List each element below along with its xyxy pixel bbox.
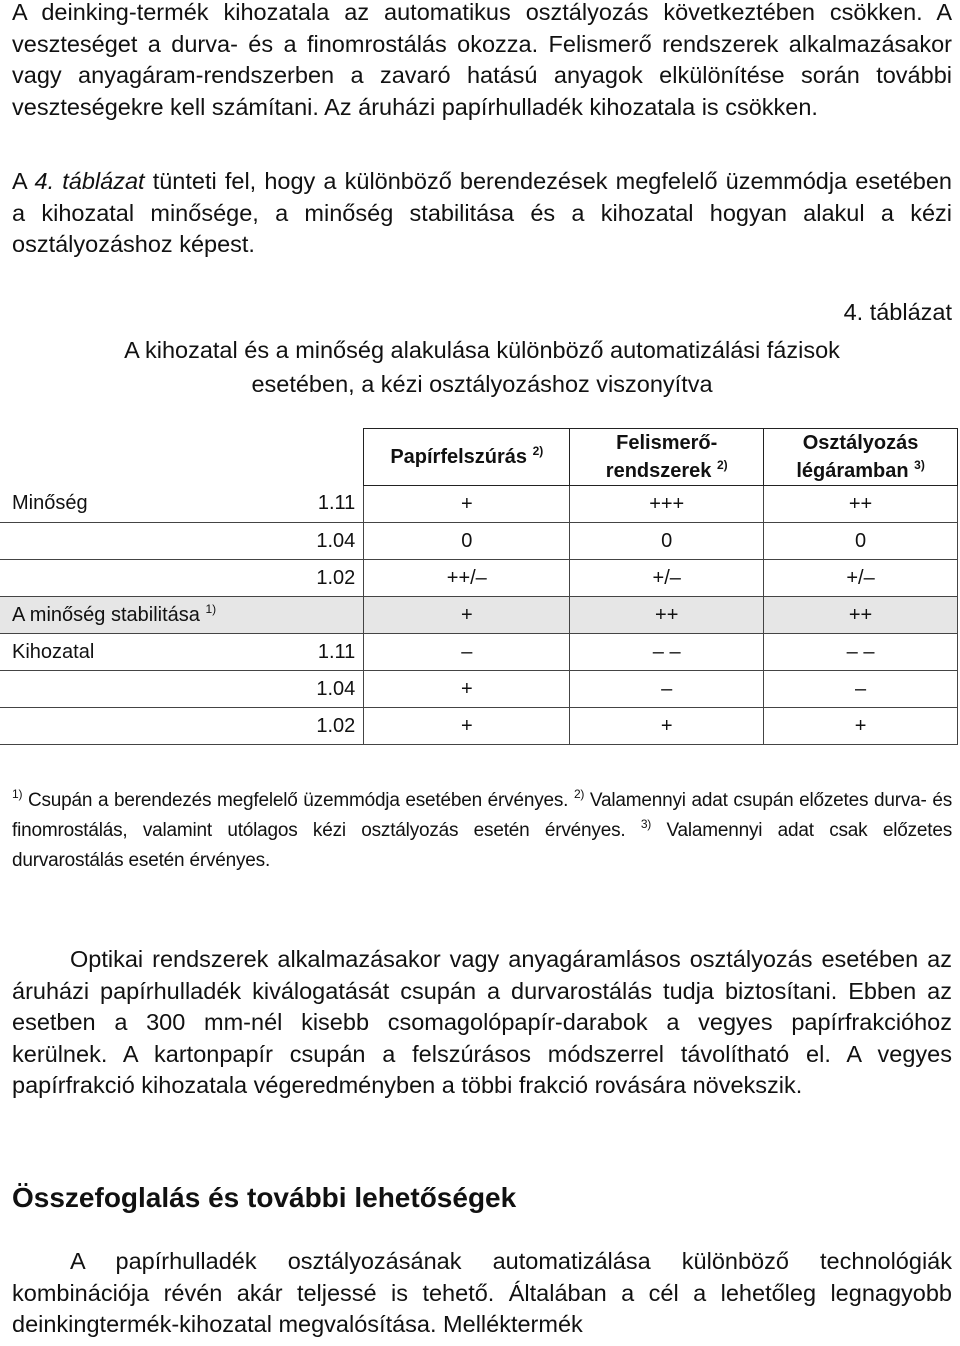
footnote-text-3: Valamennyi adat csak előzetes durvarostálás esetén érvényes. [12, 820, 952, 871]
header-papirfelszuras-sup: 2) [532, 444, 544, 458]
row-label [0, 671, 246, 708]
footnote-marker-1: 1) [12, 787, 23, 801]
table-number-label: 4. táblázat [843, 299, 952, 325]
row-label [0, 708, 246, 745]
paragraph-table-reference-prefix: A [12, 168, 35, 194]
cell-felismero: – [570, 671, 764, 708]
cell-osztalyozas: – [764, 671, 958, 708]
cell-papirfelszuras: + [364, 597, 570, 634]
cell-papirfelszuras: ++/– [364, 560, 570, 597]
cell-osztalyozas: ++ [764, 597, 958, 634]
yield-quality-table [0, 428, 958, 745]
cell-papirfelszuras: + [364, 671, 570, 708]
header-papirfelszuras-text: Papírfelszúrás [390, 446, 528, 468]
paragraph-optical-systems: Optikai rendszerek alkalmazásakor vagy anyagáramlásos osztályozás esetében az áruházi papírhulladék kiválogatását csupán a durvarostálás tudja biztosítani. Ebben az esetben a 300 mm-nél kisebb csomagolópapír-darabok a vegyes papírfrakcióhoz kerülnek. A kartonpapír csupán a felszúrásos módszerrel távolítható el. A vegyes papírfrakció kihozatala végeredményben a többi frakció rovására növekszik. [12, 946, 952, 1098]
cell-felismero: – – [570, 634, 764, 671]
cell-felismero: ++ [570, 597, 764, 634]
header-felismero-rendszerek [570, 429, 764, 486]
footnote-marker-2: 2) [573, 787, 585, 801]
row-value [246, 597, 364, 634]
row-value: 1.11 [246, 634, 364, 671]
header-osztalyozas-sup: 3) [914, 458, 925, 472]
table-reference-italic: 4. táblázat [34, 168, 145, 194]
row-label: A minőség stabilitása $^{1)}$ [0, 597, 246, 634]
cell-felismero: + [570, 708, 764, 745]
cell-osztalyozas: 0 [764, 523, 958, 560]
table-caption [12, 333, 952, 401]
header-felismero-line2: rendszerek [605, 460, 712, 482]
cell-osztalyozas: ++ [764, 486, 958, 523]
cell-felismero: +/– [570, 560, 764, 597]
row-label [0, 560, 246, 597]
row-label: Kihozatal [0, 634, 246, 671]
table-row [0, 671, 958, 708]
header-empty-value [246, 429, 364, 486]
table-row [0, 486, 958, 523]
footnote-marker-3: 3) [640, 817, 652, 831]
header-osztalyozas-line2: légáramban [796, 460, 909, 482]
row-value: 1.04 [246, 523, 364, 560]
cell-felismero: 0 [570, 523, 764, 560]
paragraph-table-reference-text: tünteti fel, hogy a különböző berendezések megfelelő üzemmódja esetében a kihozatal minősége, a minőség stabilitása és a kihozatal hogyan alakul a kézi osztályozáshoz képest. [12, 168, 952, 257]
table-row [0, 597, 958, 634]
header-felismero-line1: Felismerő- [616, 432, 718, 454]
row-value: 1.02 [246, 708, 364, 745]
header-papirfelszuras [364, 429, 570, 486]
row-label [0, 523, 246, 560]
row-value: 1.02 [246, 560, 364, 597]
table-row [0, 708, 958, 745]
table-row [0, 560, 958, 597]
row-label: Minőség [0, 486, 246, 523]
table-row [0, 634, 958, 671]
table-caption-line1: A kihozatal és a minőség alakulása különböző automatizálási fázisok [124, 337, 840, 363]
footnote-text-2: Valamennyi adat csupán előzetes durva- és finomrostálás, valamint utólagos kézi osztályozás esetén érvényes. [12, 790, 953, 841]
row-value: 1.04 [246, 671, 364, 708]
paragraph-summary: A papírhulladék osztályozásának automatizálása különböző technológiák kombinációja révén akár teljessé is tehető. Általában a cél a lehetőleg legnagyobb deinkingtermék-kihozatal megvalósítása. Melléktermék [12, 1248, 952, 1337]
row-value: 1.11 [246, 486, 364, 523]
cell-osztalyozas: – – [764, 634, 958, 671]
table-row [0, 523, 958, 560]
paragraph-table-reference [12, 166, 952, 261]
table-caption-line2: esetében, a kézi osztályozáshoz viszonyítva [251, 371, 713, 397]
header-empty-label [0, 429, 246, 486]
table-footnotes [12, 786, 952, 876]
header-osztalyozas-legaramban [764, 429, 958, 486]
cell-papirfelszuras: 0 [364, 523, 570, 560]
section-heading-summary: Összefoglalás és további lehetőségek [12, 1182, 517, 1213]
cell-felismero: +++ [570, 486, 764, 523]
header-osztalyozas-line1: Osztályozás [802, 432, 919, 454]
header-felismero-sup: 2) [716, 458, 728, 472]
paragraph-deinking-yield: A deinking-termék kihozatala az automatikus osztályozás következtében csökken. A veszteséget a durva- és a finomrostálás okozza. Felismerő rendszerek alkalmazásakor vagy anyagáram-rendszerben a zavaró hatású anyagok elkülönítése során további veszteségekre kell számítani. Az áruházi papírhulladék kihozatala is csökken. [12, 0, 952, 120]
cell-osztalyozas: + [764, 708, 958, 745]
cell-osztalyozas: +/– [764, 560, 958, 597]
cell-papirfelszuras: + [364, 708, 570, 745]
footnote-text-1: Csupán a berendezés megfelelő üzemmódja esetében érvényes. [22, 790, 574, 811]
table-header-row [0, 429, 958, 486]
cell-papirfelszuras: + [364, 486, 570, 523]
cell-papirfelszuras: – [364, 634, 570, 671]
